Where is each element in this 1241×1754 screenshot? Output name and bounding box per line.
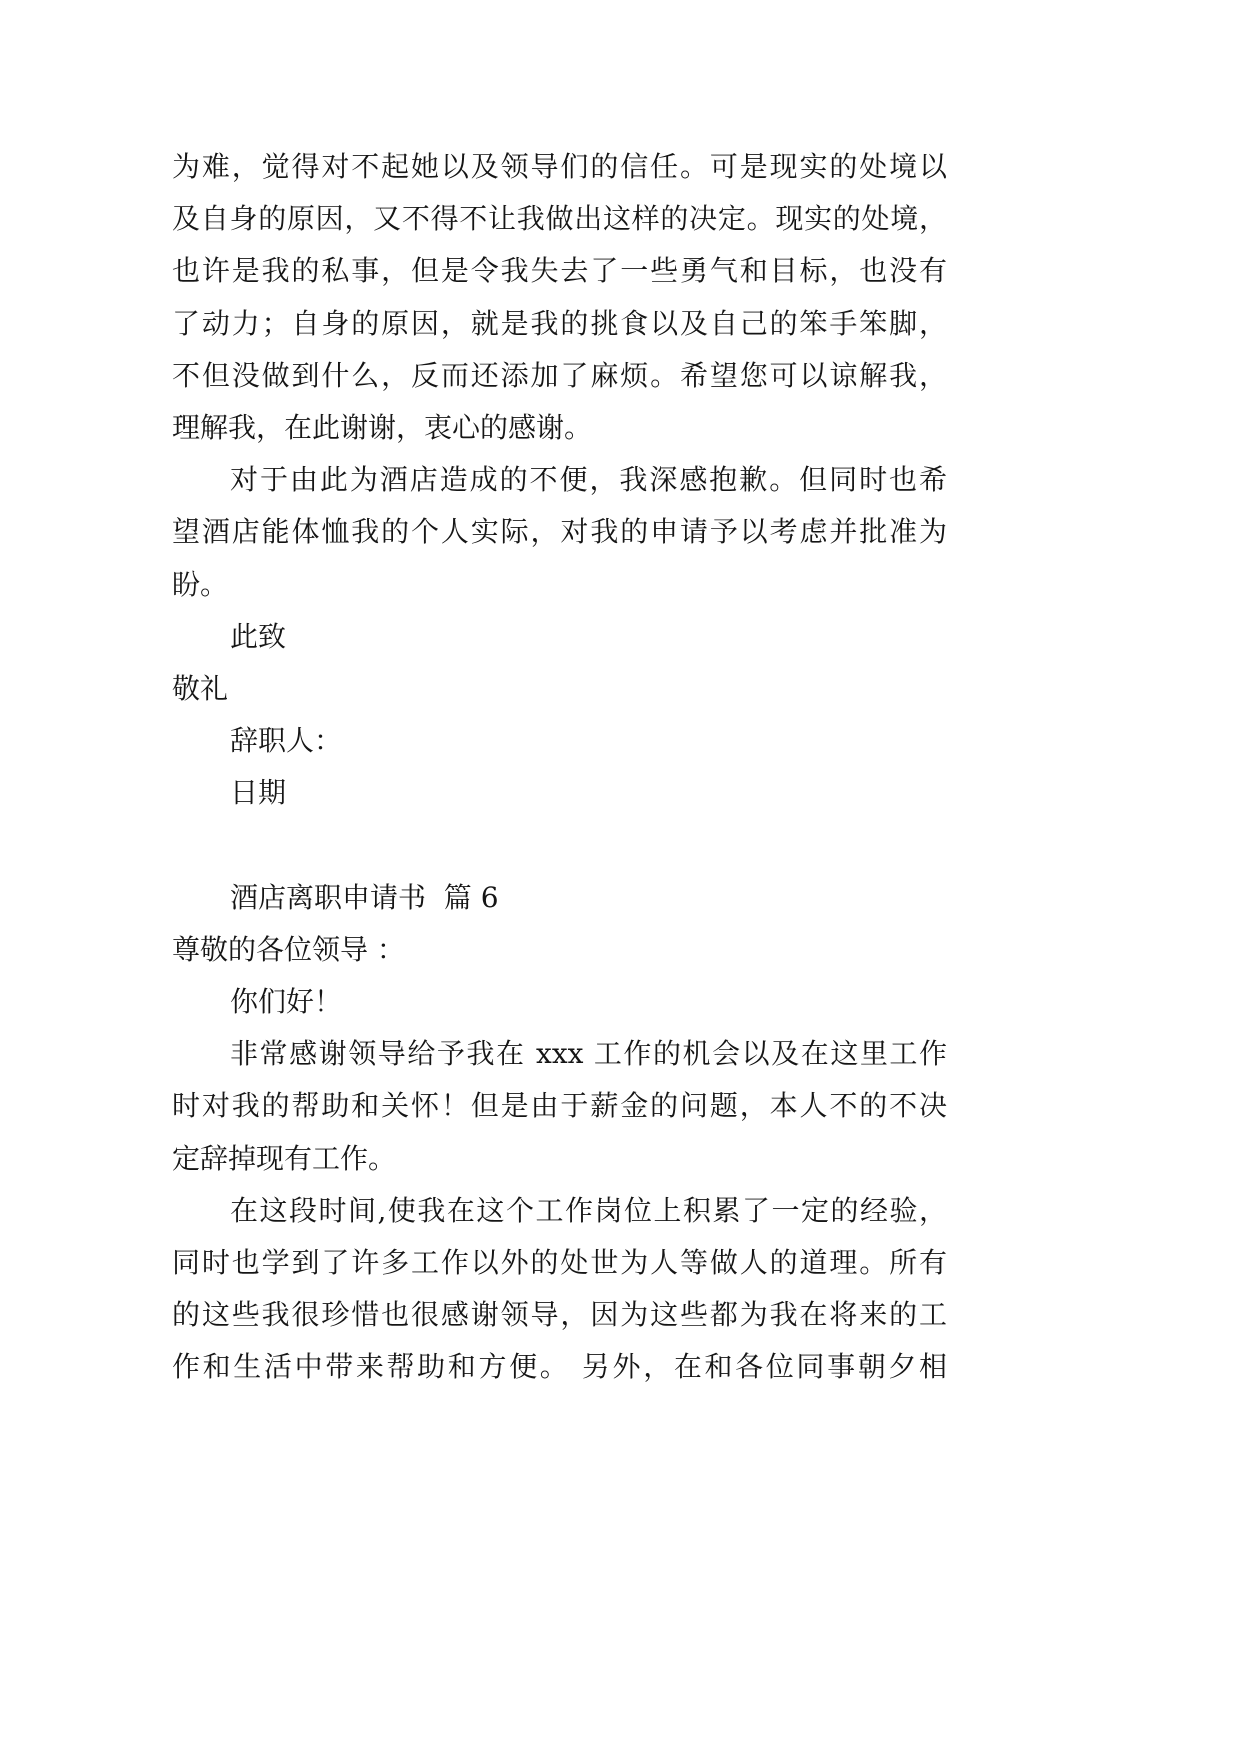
previous-letter-paragraph-1 <box>172 141 947 454</box>
text-line: 及自身的原因，又不得不让我做出这样的决定。现实的处境， <box>172 202 947 236</box>
date-label: 日期 <box>230 776 287 810</box>
text-line: 定辞掉现有工作。 <box>172 1141 397 1175</box>
salutation-text: 尊敬的各位领导 ： <box>172 932 405 966</box>
section-6-paragraph-2 <box>172 1185 947 1394</box>
text-line: 了动力；自身的原因，就是我的挑食以及自己的笨手笨脚， <box>172 306 947 340</box>
text-line: 同时也学到了许多工作以外的处世为人等做人的道理。所有 <box>172 1245 947 1279</box>
text-line: 的这些我很珍惜也很感谢领导，因为这些都为我在将来的工 <box>172 1298 947 1332</box>
section-6-paragraph-1 <box>172 1028 947 1185</box>
document-page <box>172 141 947 1394</box>
previous-letter-paragraph-2 <box>172 454 947 611</box>
greeting-text: 你们好！ <box>230 985 343 1018</box>
text-line: 作和生活中带来帮助和方便。 另外，在和各位同事朝夕相 <box>172 1350 947 1384</box>
blank-line <box>172 819 947 871</box>
signer-label: 辞职人： <box>230 724 343 758</box>
text-line: 也许是我的私事，但是令我失去了一些勇气和目标，也没有 <box>172 254 947 288</box>
text-line: 时对我的帮助和关怀！但是由于薪金的问题，本人不的不决 <box>172 1089 947 1123</box>
text-line: 不但没做到什么，反而还添加了麻烦。希望您可以谅解我， <box>172 358 947 392</box>
text-line: 理解我，在此谢谢，衷心的感谢。 <box>172 410 593 444</box>
text-line: 望酒店能体恤我的个人实际，对我的申请予以考虑并批准为 <box>172 515 947 549</box>
section-heading: 酒店离职申请书 篇 6 <box>230 880 499 914</box>
closing-text: 此致 <box>230 619 287 653</box>
text-line: 在这段时间,使我在这个工作岗位上积累了一定的经验， <box>230 1193 947 1227</box>
text-line: 盼。 <box>172 567 229 601</box>
text-line: 对于由此为酒店造成的不便，我深感抱歉。但同时也希 <box>230 463 947 497</box>
text-line: 为难，觉得对不起她以及领导们的信任。可是现实的处境以 <box>172 150 947 183</box>
text-line: 非常感谢领导给予我在 xxx 工作的机会以及在这里工作 <box>230 1037 947 1071</box>
salute-text: 敬礼 <box>172 671 229 705</box>
